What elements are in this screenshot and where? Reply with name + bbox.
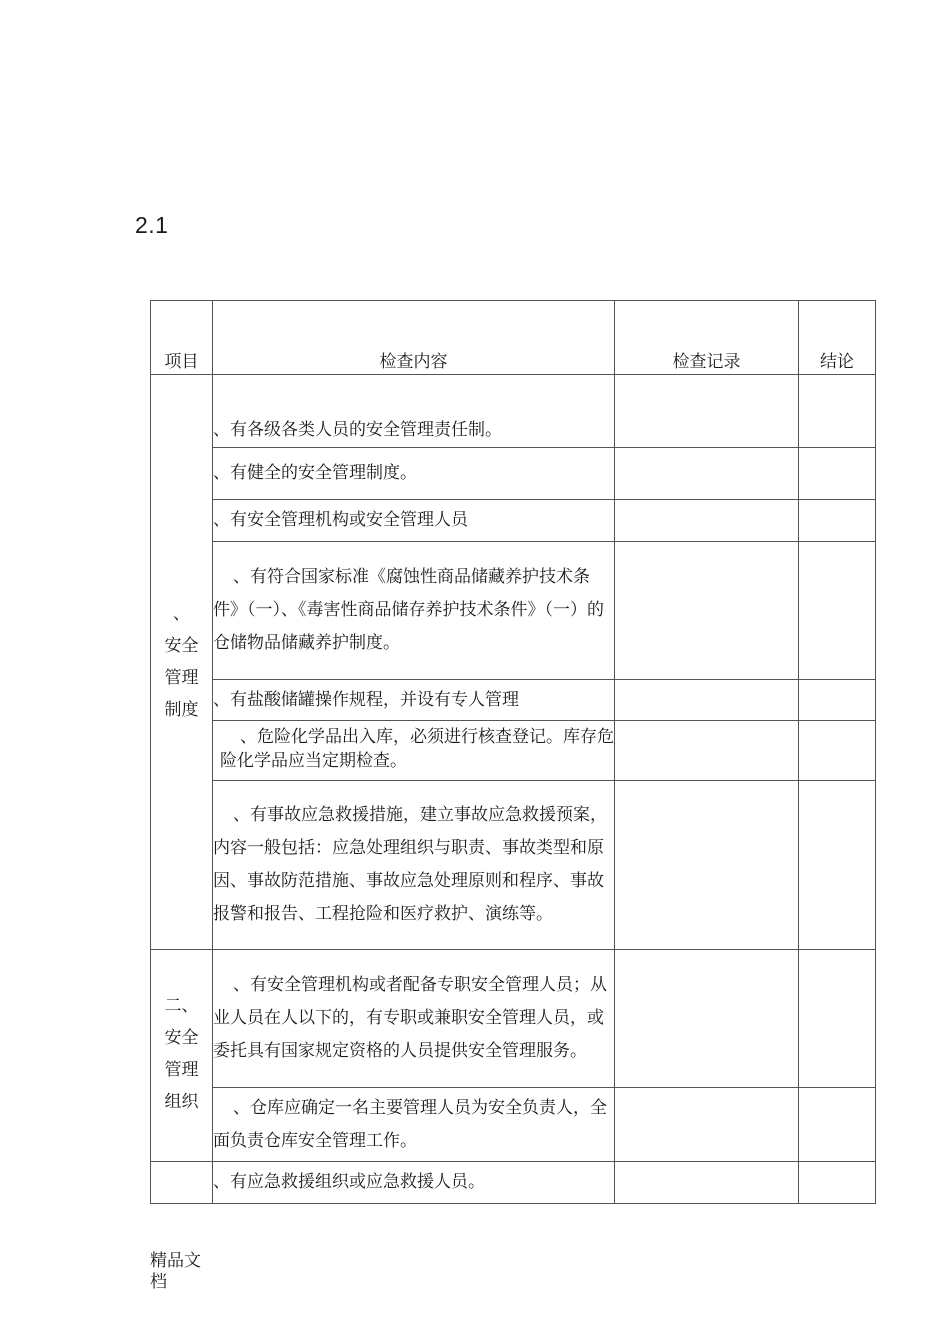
check-item: 、有安全管理机构或安全管理人员 bbox=[213, 500, 615, 542]
conclusion-cell[interactable] bbox=[799, 448, 876, 500]
conclusion-cell[interactable] bbox=[799, 950, 876, 1088]
record-cell[interactable] bbox=[615, 721, 799, 781]
table-row bbox=[151, 1088, 876, 1162]
conclusion-cell[interactable] bbox=[799, 721, 876, 781]
group-label-line: 安全 bbox=[164, 636, 199, 656]
section-number: 2.1 bbox=[135, 212, 169, 238]
group-label-line: 管理 bbox=[164, 668, 199, 688]
record-cell[interactable] bbox=[615, 1162, 799, 1204]
check-item: 、有事故应急救援措施，建立事故应急救援预案，内容一般包括：应急处理组织与职责、事故类型和原因、事故防范措施、事故应急处理原则和程序、事故报警和报告、工程抢险和医疗救护、演练等。 bbox=[213, 781, 615, 950]
conclusion-cell[interactable] bbox=[799, 1088, 876, 1162]
conclusion-cell[interactable] bbox=[799, 500, 876, 542]
record-cell[interactable] bbox=[615, 375, 799, 448]
check-item: 、有盐酸储罐操作规程，并设有专人管理 bbox=[213, 680, 615, 721]
table-row bbox=[151, 375, 876, 448]
check-item: 、危险化学品出入库，必须进行核查登记。库存危险化学品应当定期检查。 bbox=[213, 721, 615, 781]
table-row bbox=[151, 542, 876, 680]
group-label-safety-organization bbox=[151, 950, 213, 1162]
check-item: 、仓库应确定一名主要管理人员为安全负责人，全面负责仓库安全管理工作。 bbox=[213, 1088, 615, 1162]
table-row bbox=[151, 781, 876, 950]
group-label-line: 、 bbox=[173, 604, 190, 624]
conclusion-cell[interactable] bbox=[799, 680, 876, 721]
group-label-safety-system bbox=[151, 375, 213, 950]
group-label-empty bbox=[151, 1162, 213, 1204]
group-label-line: 组织 bbox=[164, 1092, 199, 1112]
record-cell[interactable] bbox=[615, 950, 799, 1088]
conclusion-cell[interactable] bbox=[799, 781, 876, 950]
group-label-line: 安全 bbox=[164, 1028, 199, 1048]
table-row bbox=[151, 448, 876, 500]
record-cell[interactable] bbox=[615, 680, 799, 721]
conclusion-cell[interactable] bbox=[799, 542, 876, 680]
header-project: 项目 bbox=[151, 301, 213, 375]
check-item: 、有各级各类人员的安全管理责任制。 bbox=[213, 375, 615, 448]
table-row bbox=[151, 680, 876, 721]
record-cell[interactable] bbox=[615, 542, 799, 680]
header-conclusion: 结论 bbox=[799, 301, 876, 375]
group-label-line: 管理 bbox=[164, 1060, 199, 1080]
table-row bbox=[151, 1162, 876, 1204]
record-cell[interactable] bbox=[615, 448, 799, 500]
record-cell[interactable] bbox=[615, 781, 799, 950]
header-record: 检查记录 bbox=[615, 301, 799, 375]
footer-watermark-text: 精品文档 bbox=[150, 1251, 201, 1292]
record-cell[interactable] bbox=[615, 500, 799, 542]
table-row bbox=[151, 721, 876, 781]
record-cell[interactable] bbox=[615, 1088, 799, 1162]
group-label-line: 二、 bbox=[164, 996, 199, 1016]
check-item: 、有符合国家标准《腐蚀性商品储藏养护技术条件》（一）、《毒害性商品储存养护技术条件》（一）的仓储物品储藏养护制度。 bbox=[213, 542, 615, 680]
conclusion-cell[interactable] bbox=[799, 1162, 876, 1204]
check-item: 、有安全管理机构或者配备专职安全管理人员；从业人员在人以下的，有专职或兼职安全管理人员，或委托具有国家规定资格的人员提供安全管理服务。 bbox=[213, 950, 615, 1088]
check-item: 、有应急救援组织或应急救援人员。 bbox=[213, 1162, 615, 1204]
table-row bbox=[151, 950, 876, 1088]
header-content: 检查内容 bbox=[213, 301, 615, 375]
table-header-row bbox=[151, 301, 876, 375]
table-row bbox=[151, 500, 876, 542]
check-item: 、有健全的安全管理制度。 bbox=[213, 448, 615, 500]
conclusion-cell[interactable] bbox=[799, 375, 876, 448]
inspection-table bbox=[150, 300, 876, 1204]
group-label-line: 制度 bbox=[164, 700, 199, 720]
